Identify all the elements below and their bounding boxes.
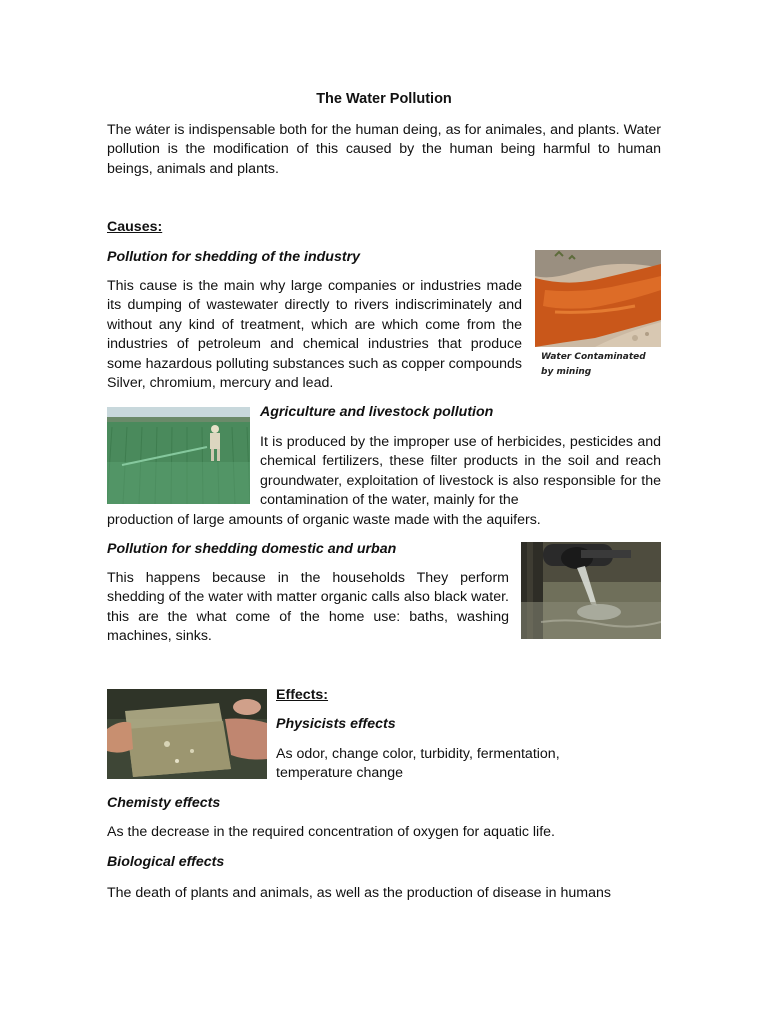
drain-pipe-photo <box>521 542 661 639</box>
industry-paragraph: This cause is the main why large companies or industries made its dumping of wastewater directly to rivers indiscriminately and without any kind of treatment, which are which come from the industries of petroleum and chemical industries that produce some hazardous polluting substances such as copper compounds Silver, chromium, mercury and lead. <box>107 278 522 392</box>
industry-heading: Pollution for shedding of the industry <box>107 249 360 265</box>
dirty-water-glass-photo <box>107 689 267 779</box>
chemical-effects-heading: Chemisty effects <box>107 795 221 811</box>
biological-effects-heading: Biological effects <box>107 854 225 870</box>
biological-effects-paragraph: The death of plants and animals, as well as the production of disease in humans <box>107 885 611 901</box>
effects-heading: Effects: <box>276 687 329 703</box>
domestic-heading: Pollution for shedding domestic and urban <box>107 541 397 557</box>
domestic-paragraph: This happens because in the households They perform shedding of the water with matter organic calls also black water. this are the what come of the home use: baths, washing machines, sinks. <box>107 570 509 645</box>
physical-effects-paragraph: As odor, change color, turbidity, fermentation, temperature change <box>276 746 560 782</box>
agriculture-heading: Agriculture and livestock pollution <box>260 404 494 420</box>
agriculture-paragraph-side: It is produced by the improper use of herbicides, pesticides and chemical fertilizers, these filter products in the soil and reach groundwater, exploitation of livestock is also responsible for the contamination of the water, mainly for the <box>260 434 661 509</box>
chemical-effects-paragraph: As the decrease in the required concentration of oxygen for aquatic life. <box>107 824 555 840</box>
intro-paragraph: The wáter is indispensable both for the human deing, as for animales, and plants. Water pollution is the modification of this caused by the human being harmful to human beings, animals and plants. <box>107 122 661 177</box>
mining-river-photo <box>535 250 661 347</box>
page-title: The Water Pollution <box>316 91 452 107</box>
mining-photo-caption: Water Contaminated by mining <box>541 352 646 377</box>
crop-spraying-photo <box>107 407 250 504</box>
physical-effects-heading: Physicists effects <box>276 716 396 732</box>
causes-heading: Causes: <box>107 219 163 235</box>
agriculture-paragraph-full: production of large amounts of organic waste made with the aquifers. <box>107 512 541 528</box>
